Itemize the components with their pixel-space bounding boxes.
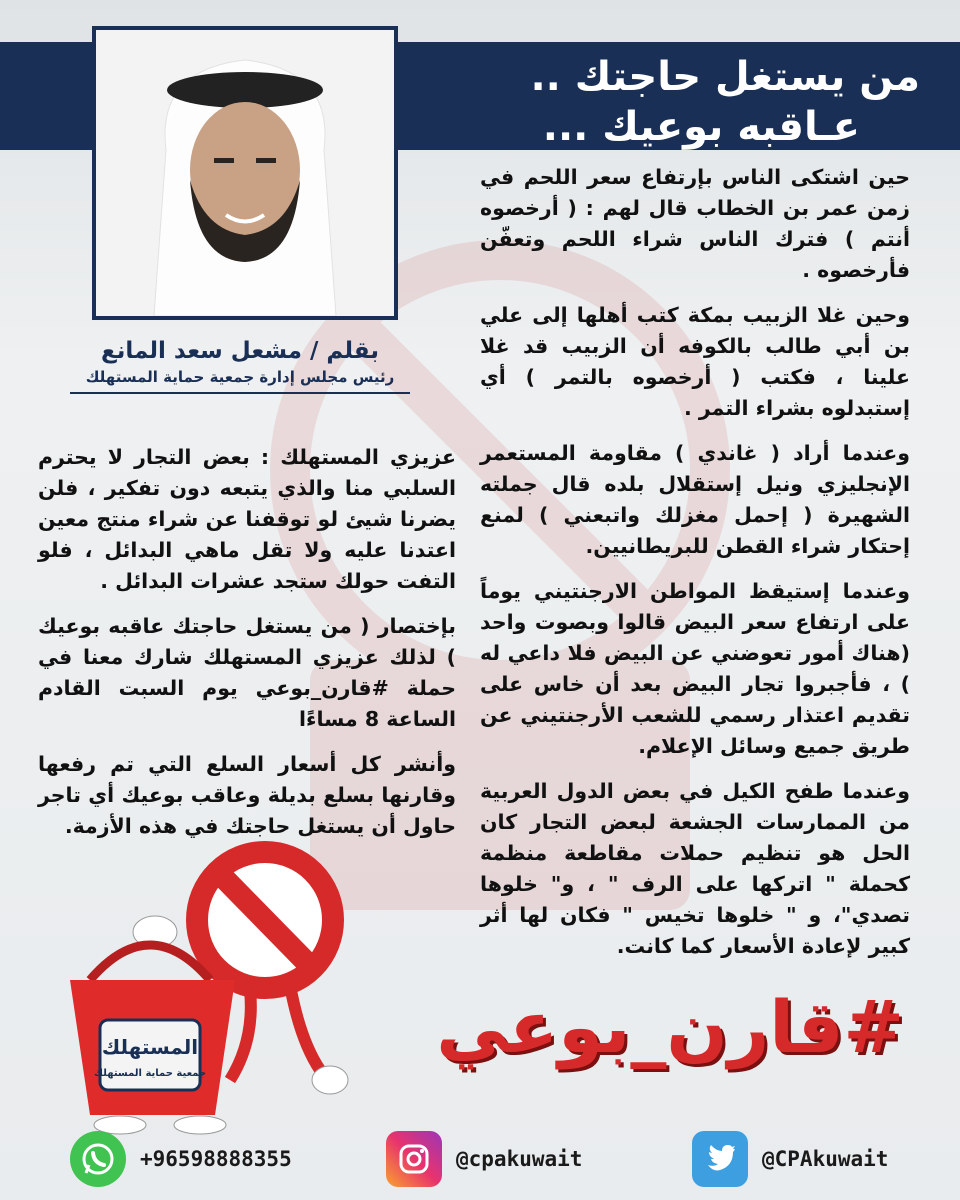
campaign-hashtag: #قارن_بوعي (436, 985, 904, 1069)
author-title: رئيس مجلس إدارة جمعية حماية المستهلك (70, 368, 410, 394)
twitter-icon (692, 1131, 748, 1187)
instagram-handle: @cpakuwait (456, 1147, 583, 1171)
contact-footer (0, 1118, 960, 1200)
article-left-column (38, 442, 456, 856)
author-photo (92, 26, 398, 320)
headline (400, 52, 920, 152)
basket-sublabel: جمعية حماية المستهلك (93, 1068, 207, 1079)
headline-line-2: عـاقبه بوعيك ... (542, 104, 860, 150)
whatsapp-number: +96598888355 (140, 1147, 292, 1171)
paragraph: وعندما أراد ( غاندي ) مقاومة المستعمر الإنجليزي ونيل إستقلال بلده قال جملته الشهيرة ( إحمل مغزلك واتبعني ) لمنع إحتكار شراء القطن للبريطانيين. (480, 441, 910, 558)
paragraph: وعندما إستيقظ المواطن الارجنتيني يوماً على ارتفاع سعر البيض قالوا وبصوت واحد (هناك أمور تعوضني عن البيض فلا داعي له ) ، فأجبروا تجار البيض بعد أن خاس على تقديم اعتذار رسمي للشعب الأرجنتيني عن طريق جميع وسائل الإعلام. (480, 579, 910, 758)
paragraph: حين اشتكى الناس بإرتفاع سعر اللحم في زمن عمر بن الخطاب قال لهم : ( أرخصوه أنتم ) فترك الناس شراء اللحم وتعفّن فأرخصوه . (480, 165, 910, 282)
instagram-contact[interactable] (386, 1132, 582, 1186)
paragraph: وعندما طفح الكيل في بعض الدول العربية من الممارسات الجشعة لبعض التجار كان الحل هو تنظيم حملات مقاطعة منظمة كحملة " اتركها على الرف " ، و" خلوها تصدي"، و " خلوها تخيس " فكان لها أثر كبير لإعادة الأسعار كما كانت. (480, 779, 910, 958)
instagram-icon (386, 1131, 442, 1187)
twitter-handle: @CPAkuwait (762, 1147, 889, 1171)
paragraph: وحين غلا الزبيب بمكة كتب أهلها إلى علي بن أبي طالب بالكوفه أن الزبيب قد غلا علينا ، فكتب ( أرخصوه بالتمر ) أي إستبدلوه بشراء التمر . (480, 303, 910, 420)
whatsapp-icon (70, 1131, 126, 1187)
paragraph: بإختصار ( من يستغل حاجتك عاقبه بوعيك ) لذلك عزيزي المستهلك شارك معنا في حملة #قارن_بوعي يوم السبت القادم الساعة 8 مساءًا (38, 614, 456, 731)
paragraph: وأنشر كل أسعار السلع التي تم رفعها وقارنها بسلع بديلة وعاقب بوعيك أي تاجر حاول أن يستغل حاجتك في هذه الأزمة. (38, 752, 456, 838)
whatsapp-contact[interactable] (70, 1132, 292, 1186)
paragraph: عزيزي المستهلك : بعض التجار لا يحترم السلبي منا والذي يتبعه دون تفكير ، فلن يضرنا شيئ لو توقفنا عن شراء منتج معين اعتدنا عليه ولا تقل ماهي البدائل ، فلو التفت حولك ستجد عشرات البدائل . (38, 445, 456, 593)
author-name: بقلم / مشعل سعد المانع (100, 338, 379, 364)
author-byline (70, 338, 410, 394)
article-right-column (480, 162, 910, 976)
headline-line-1: من يستغل حاجتك .. (530, 54, 920, 100)
no-sign-basket-mascot-icon (50, 840, 370, 1140)
basket-label: المستهلك (101, 1035, 199, 1059)
twitter-contact[interactable] (692, 1132, 888, 1186)
